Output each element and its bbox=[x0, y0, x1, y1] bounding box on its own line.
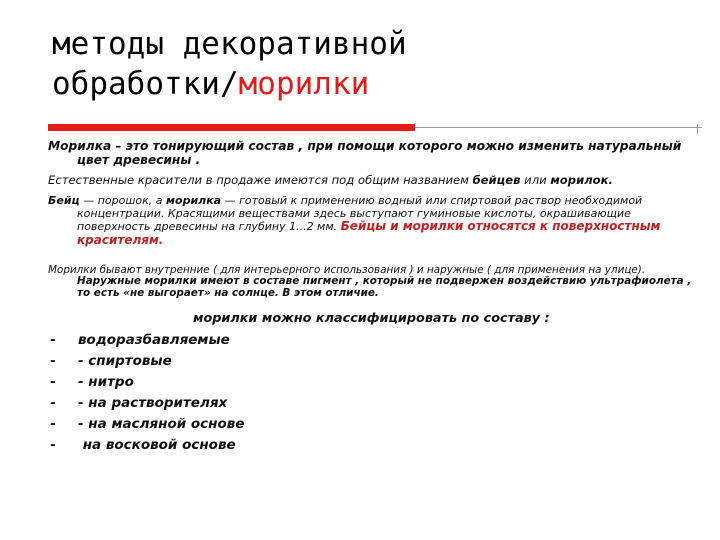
list-item bbox=[48, 394, 696, 415]
bullet-dash: - bbox=[50, 353, 56, 370]
list-item-label: водоразбавляемые bbox=[78, 332, 230, 349]
bold-term: морилка bbox=[166, 194, 222, 207]
divider-tick bbox=[697, 124, 698, 134]
list-item bbox=[48, 436, 696, 457]
body-content bbox=[48, 139, 696, 457]
bullet-dash: - bbox=[50, 416, 56, 433]
text-span: — порошок, а bbox=[79, 194, 167, 207]
highlight-text: Бейцы и морилки относятся к поверхностным красителям. bbox=[77, 219, 661, 247]
text-span: Морилки бывают внутренние ( для интерьерного использования ) и наружные ( для применения на улице). bbox=[48, 264, 646, 276]
stain-difference-paragraph bbox=[48, 195, 696, 247]
stain-types-list bbox=[48, 331, 696, 457]
bullet-dash: - bbox=[50, 374, 56, 391]
text-span: Естественные красители в продаже имеются под общим названием bbox=[48, 173, 473, 187]
list-item-label: - на растворителях bbox=[78, 395, 228, 412]
bold-term: морилок. bbox=[550, 173, 613, 187]
list-item-label: - спиртовые bbox=[78, 353, 172, 370]
title-highlight: морилки bbox=[238, 66, 370, 102]
bold-term: Бейц bbox=[48, 194, 80, 207]
list-item bbox=[48, 373, 696, 394]
bullet-dash: - bbox=[50, 395, 56, 412]
classification-heading: морилки можно классифицировать по составу : bbox=[193, 311, 550, 327]
bold-text: Наружные морилки имеют в составе пигмент , который не подвержен воздействию ультрафиолета , то есть «не выгорает» на солнце. В этом отличие. bbox=[77, 275, 692, 299]
accent-bar bbox=[48, 124, 415, 131]
list-item-label: - на масляной основе bbox=[78, 416, 245, 433]
list-item bbox=[48, 331, 696, 352]
list-item-label: - нитро bbox=[78, 374, 134, 391]
title-line-1: методы декоративной bbox=[52, 26, 407, 62]
bold-term: бейцев bbox=[472, 173, 521, 187]
list-item bbox=[48, 352, 696, 373]
title-line-2: обработки/ bbox=[52, 66, 239, 102]
interior-exterior-paragraph bbox=[48, 265, 696, 299]
bullet-dash: - bbox=[50, 437, 56, 454]
list-item bbox=[48, 415, 696, 436]
text-span: — готовый к применению водный или спиртовой раствор необходимой концентрации. Красящими веществами здесь выступают гуминовые кислоты, окрашивающие поверхность древесины на глубину 1...2 мм. bbox=[77, 194, 643, 233]
definition-paragraph: Морилка – это тонирующий состав , при помощи которого можно изменить натуральный цвет древесины . bbox=[48, 139, 682, 167]
bullet-dash: - bbox=[50, 332, 56, 349]
text-span: или bbox=[520, 173, 551, 187]
natural-dyes-paragraph bbox=[48, 174, 696, 187]
list-item-label: на восковой основе bbox=[78, 437, 236, 454]
page-title bbox=[52, 24, 692, 104]
